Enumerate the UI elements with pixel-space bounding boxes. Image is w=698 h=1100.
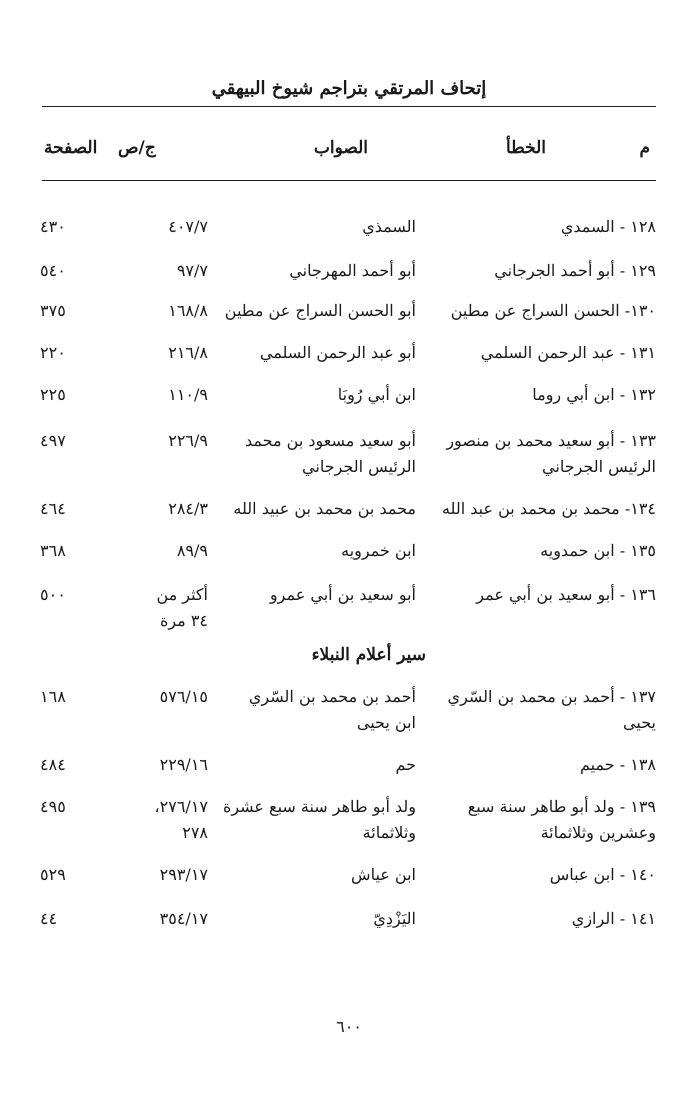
page-number: ٦٠٠ (336, 1017, 362, 1036)
page-cell: ٥٤٠ (40, 261, 66, 280)
page-cell: ٥٠٠ (40, 585, 66, 604)
correct-cell: أحمد بن محمد بن السّري ابن يحيى (248, 687, 416, 732)
page-cell: ٢٢٥ (40, 385, 66, 404)
page-cell: ٤٨٤ (40, 755, 66, 774)
wrong-cell: ١٣٨ - حميم (580, 755, 656, 774)
correct-cell: ابن خمرويه (341, 541, 416, 560)
volume-page-cell: ١٦٨/٨ (168, 301, 208, 320)
page-cell: ٣٦٨ (40, 541, 66, 560)
page-cell: ٤٩٥ (40, 797, 66, 816)
page-cell: ٤٤ (40, 909, 58, 928)
wrong-cell: ١٣٩ - ولد أبو طاهر سنة سبع وعشرين وثلاثمائة (467, 797, 656, 842)
volume-page-cell: ٩٧/٧ (176, 261, 208, 280)
column-header-number: م (639, 138, 650, 158)
wrong-cell: ١٣١ - عبد الرحمن السلمي (480, 343, 656, 362)
correct-cell: محمد بن محمد بن عبيد الله (233, 499, 416, 518)
column-header-correct: الصواب (313, 138, 368, 158)
correct-cell: اليَزْدِيّ (373, 909, 416, 928)
column-header-page: الصفحة (44, 138, 98, 158)
table-header-rule (42, 180, 656, 181)
wrong-cell: ١٣٤- محمد بن محمد بن عبد الله (441, 499, 656, 518)
column-header-volume-page: ج/ص (118, 138, 156, 158)
page-cell: ٢٢٠ (40, 343, 66, 362)
volume-page-cell: أكثر من ٣٤ مرة (156, 585, 208, 630)
correct-cell: أبو أحمد المهرجاني (289, 261, 416, 280)
section-title: سير أعلام النبلاء (311, 645, 426, 665)
correct-cell: السمذي (362, 217, 416, 236)
page-cell: ٣٧٥ (40, 301, 66, 320)
wrong-cell: ١٢٨ - السمدي (560, 217, 656, 236)
wrong-cell: ١٣٦ - أبو سعيد بن أبي عمر (476, 585, 656, 604)
wrong-cell: ١٤١ - الرازي (571, 909, 656, 928)
wrong-cell: ١٣٥ - ابن حمدويه (540, 541, 656, 560)
correct-cell: ابن أبي رُوبَا (337, 385, 416, 404)
page-cell: ٤٣٠ (40, 217, 66, 236)
volume-page-cell: ٢٨٤/٣ (168, 499, 208, 518)
volume-page-cell: ٨٩/٩ (176, 541, 208, 560)
wrong-cell: ١٣٣ - أبو سعيد محمد بن منصور الرئيس الجرجاني (446, 431, 656, 476)
correct-cell: حم (395, 755, 416, 774)
wrong-cell: ١٢٩ - أبو أحمد الجرجاني (494, 261, 656, 280)
volume-page-cell: ٢٧٦/١٧، ٢٧٨ (154, 797, 208, 842)
correct-cell: أبو عبد الرحمن السلمي (259, 343, 416, 362)
volume-page-cell: ٢٩٣/١٧ (159, 865, 208, 884)
correct-cell: أبو سعيد مسعود بن محمد الرئيس الجرجاني (245, 431, 416, 476)
wrong-cell: ١٣٧ - أحمد بن محمد بن السّري يحيى (447, 687, 656, 732)
correct-cell: أبو الحسن السراج عن مطين (224, 301, 416, 320)
correct-cell: ولد أبو طاهر سنة سبع عشرة وثلاثمائة (222, 797, 416, 842)
volume-page-cell: ٢٢٦/٩ (168, 431, 208, 450)
volume-page-cell: ٢١٦/٨ (168, 343, 208, 362)
correct-cell: ابن عياش (351, 865, 416, 884)
page-cell: ٤٩٧ (40, 431, 66, 450)
wrong-cell: ١٣٠- الحسن السراج عن مطين (450, 301, 656, 320)
column-header-wrong: الخطأ (505, 138, 546, 158)
volume-page-cell: ٤٠٧/٧ (168, 217, 208, 236)
volume-page-cell: ١١٠/٩ (168, 385, 208, 404)
volume-page-cell: ٢٢٩/١٦ (159, 755, 208, 774)
page-cell: ٥٢٩ (40, 865, 66, 884)
page-cell: ٤٦٤ (40, 499, 66, 518)
wrong-cell: ١٣٢ - ابن أبي روما (532, 385, 656, 404)
page-cell: ١٦٨ (40, 687, 66, 706)
volume-page-cell: ٥٧٦/١٥ (159, 687, 208, 706)
wrong-cell: ١٤٠ - ابن عباس (549, 865, 656, 884)
correct-cell: أبو سعيد بن أبي عمرو (269, 585, 416, 604)
running-header: إتحاف المرتقي بتراجم شيوخ البيهقي (211, 78, 487, 99)
header-rule (42, 106, 656, 107)
volume-page-cell: ٣٥٤/١٧ (159, 909, 208, 928)
